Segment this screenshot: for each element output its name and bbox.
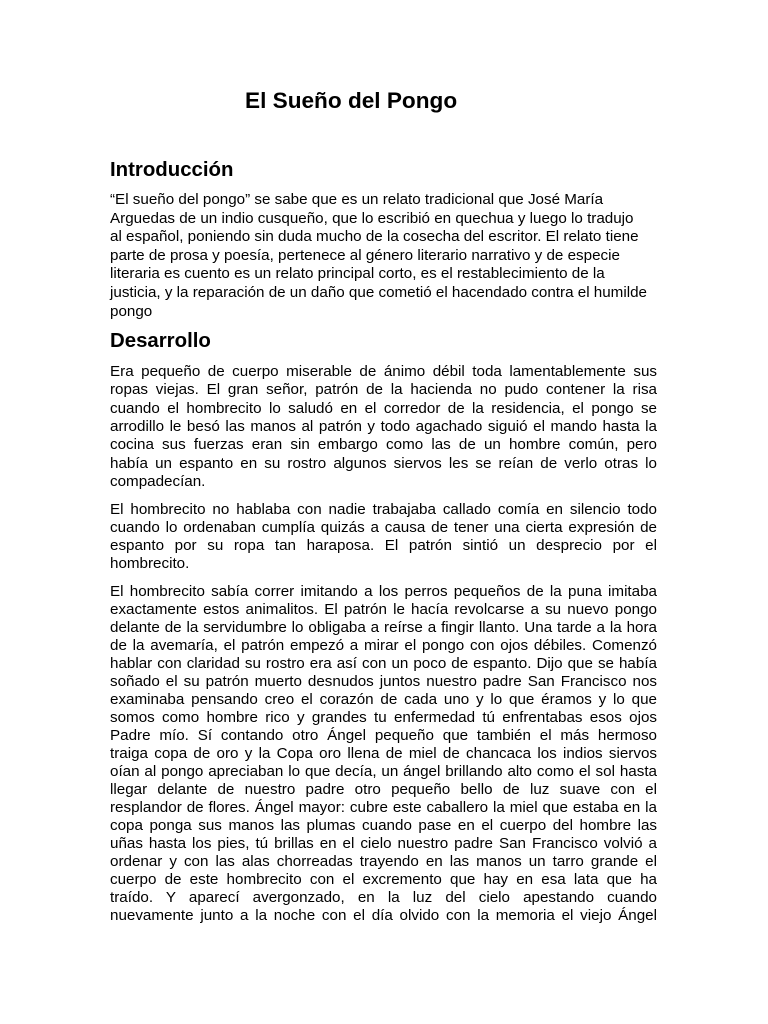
paragraph-line: El hombrecito no hablaba con nadie trabajaba callado comía en silencio todo — [110, 501, 657, 518]
paragraph — [110, 583, 657, 925]
paragraph-line: justicia, y la reparación de un daño que cometió el hacendado contra el humilde — [110, 283, 647, 301]
paragraph-line: parte de prosa y poesía, pertenece al género literario narrativo y de especie — [110, 246, 620, 264]
paragraph-line: hablar con claridad su rostro era así con un poco de espanto. Dijo que se había — [110, 655, 657, 672]
paragraph-line: de la avemaría, el patrón empezó a mirar el pongo con ojos débiles. Comenzó — [110, 637, 657, 654]
paragraph-line: ordenar y con las alas chorreadas trayendo en las manos un tarro grande el — [110, 853, 657, 870]
paragraph-line: examinaba pensando creo el corazón de cada uno y lo que éramos y lo que — [110, 691, 657, 708]
paragraph-line: Era pequeño de cuerpo miserable de ánimo débil toda lamentablemente sus — [110, 363, 657, 380]
paragraph-line: Arguedas de un indio cusqueño, que lo escribió en quechua y luego lo tradujo — [110, 209, 634, 227]
paragraph-line: “El sueño del pongo” se sabe que es un relato tradicional que José María — [110, 191, 604, 208]
paragraph — [110, 191, 657, 321]
paragraph-line: Padre mío. Sí contando otro Ángel pequeño que también el más hermoso — [110, 727, 657, 744]
paragraph-line: había un espanto en su rostro algunos siervos les se reían de verlo otras lo — [110, 454, 657, 472]
section-heading-desarrollo: Desarrollo — [110, 330, 211, 352]
document-title: El Sueño del Pongo — [245, 88, 458, 113]
paragraph-line: cocina sus fuerzas eran sin embargo como las de un hombre común, pero — [110, 436, 657, 454]
paragraph-line: traiga copa de oro y la Copa oro llena de miel de chancaca los indios siervos — [110, 745, 657, 762]
paragraph-line: llegar delante de nuestro padre otro pequeño bello de luz suave con el — [110, 781, 657, 798]
paragraph-line: arrodillo le besó las manos al patrón y todo agachado siguió el mando hasta la — [110, 417, 657, 435]
paragraph-line: hombrecito. — [110, 555, 190, 572]
paragraph-line: literaria es cuento es un relato principal corto, es el restablecimiento de la — [110, 265, 605, 283]
paragraph — [110, 363, 657, 491]
paragraph-line: traído. Y aparecí avergonzado, en la luz del cielo apestando cuando — [110, 889, 657, 906]
paragraph-line: cuando el hombrecito lo saludó en el corredor de la residencia, el pongo se — [110, 399, 657, 417]
paragraph-line: somos como hombre rico y grandes tu enfermedad tú enfrentabas esos ojos — [110, 709, 657, 726]
paragraph-line: espanto por su ropa tan haraposa. El patrón sintió un desprecio por el — [110, 537, 657, 554]
paragraph-line: resplandor de flores. Ángel mayor: cubre este caballero la miel que estaba en la — [110, 799, 657, 816]
paragraph-line: exactamente estos animalitos. El patrón le hacía revolcarse a su nuevo pongo — [110, 601, 657, 618]
paragraph — [110, 501, 657, 573]
paragraph-line: copa ponga sus manos las plumas cuando pase en el cuerpo del hombre las — [110, 817, 657, 834]
paragraph-line: pongo — [110, 302, 153, 320]
section-heading-introduccion: Introducción — [110, 159, 234, 181]
paragraph-line: al español, poniendo sin duda mucho de la cosecha del escritor. El relato tiene — [110, 228, 639, 246]
paragraph-line: uñas hasta los pies, tú brillas en el cielo nuestro padre San Francisco volvió a — [110, 835, 657, 852]
paragraph-line: oían al pongo apreciaban lo que decía, un ángel brillando alto como el sol hasta — [110, 763, 657, 780]
paragraph-line: ropas viejas. El gran señor, patrón de la hacienda no pudo contener la risa — [110, 381, 657, 399]
paragraph-line: cuando lo ordenaban cumplía quizás a causa de tener una cierta expresión de — [110, 519, 657, 536]
paragraph-line: compadecían. — [110, 472, 206, 490]
paragraph-line: El hombrecito sabía correr imitando a los perros pequeños de la puna imitaba — [110, 583, 657, 600]
paragraph-line: nuevamente junto a la noche con el día olvido con la memoria el viejo Ángel — [110, 907, 657, 924]
paragraph-line: delante de la servidumbre lo obligaba a reírse a fingir llanto. Una tarde a la hora — [110, 619, 657, 636]
paragraph-line: cuerpo de este hombrecito con el excremento que hay en esa lata que ha — [110, 871, 657, 888]
paragraph-line: soñado el su patrón muerto desnudos juntos nuestro padre San Francisco nos — [110, 673, 657, 690]
